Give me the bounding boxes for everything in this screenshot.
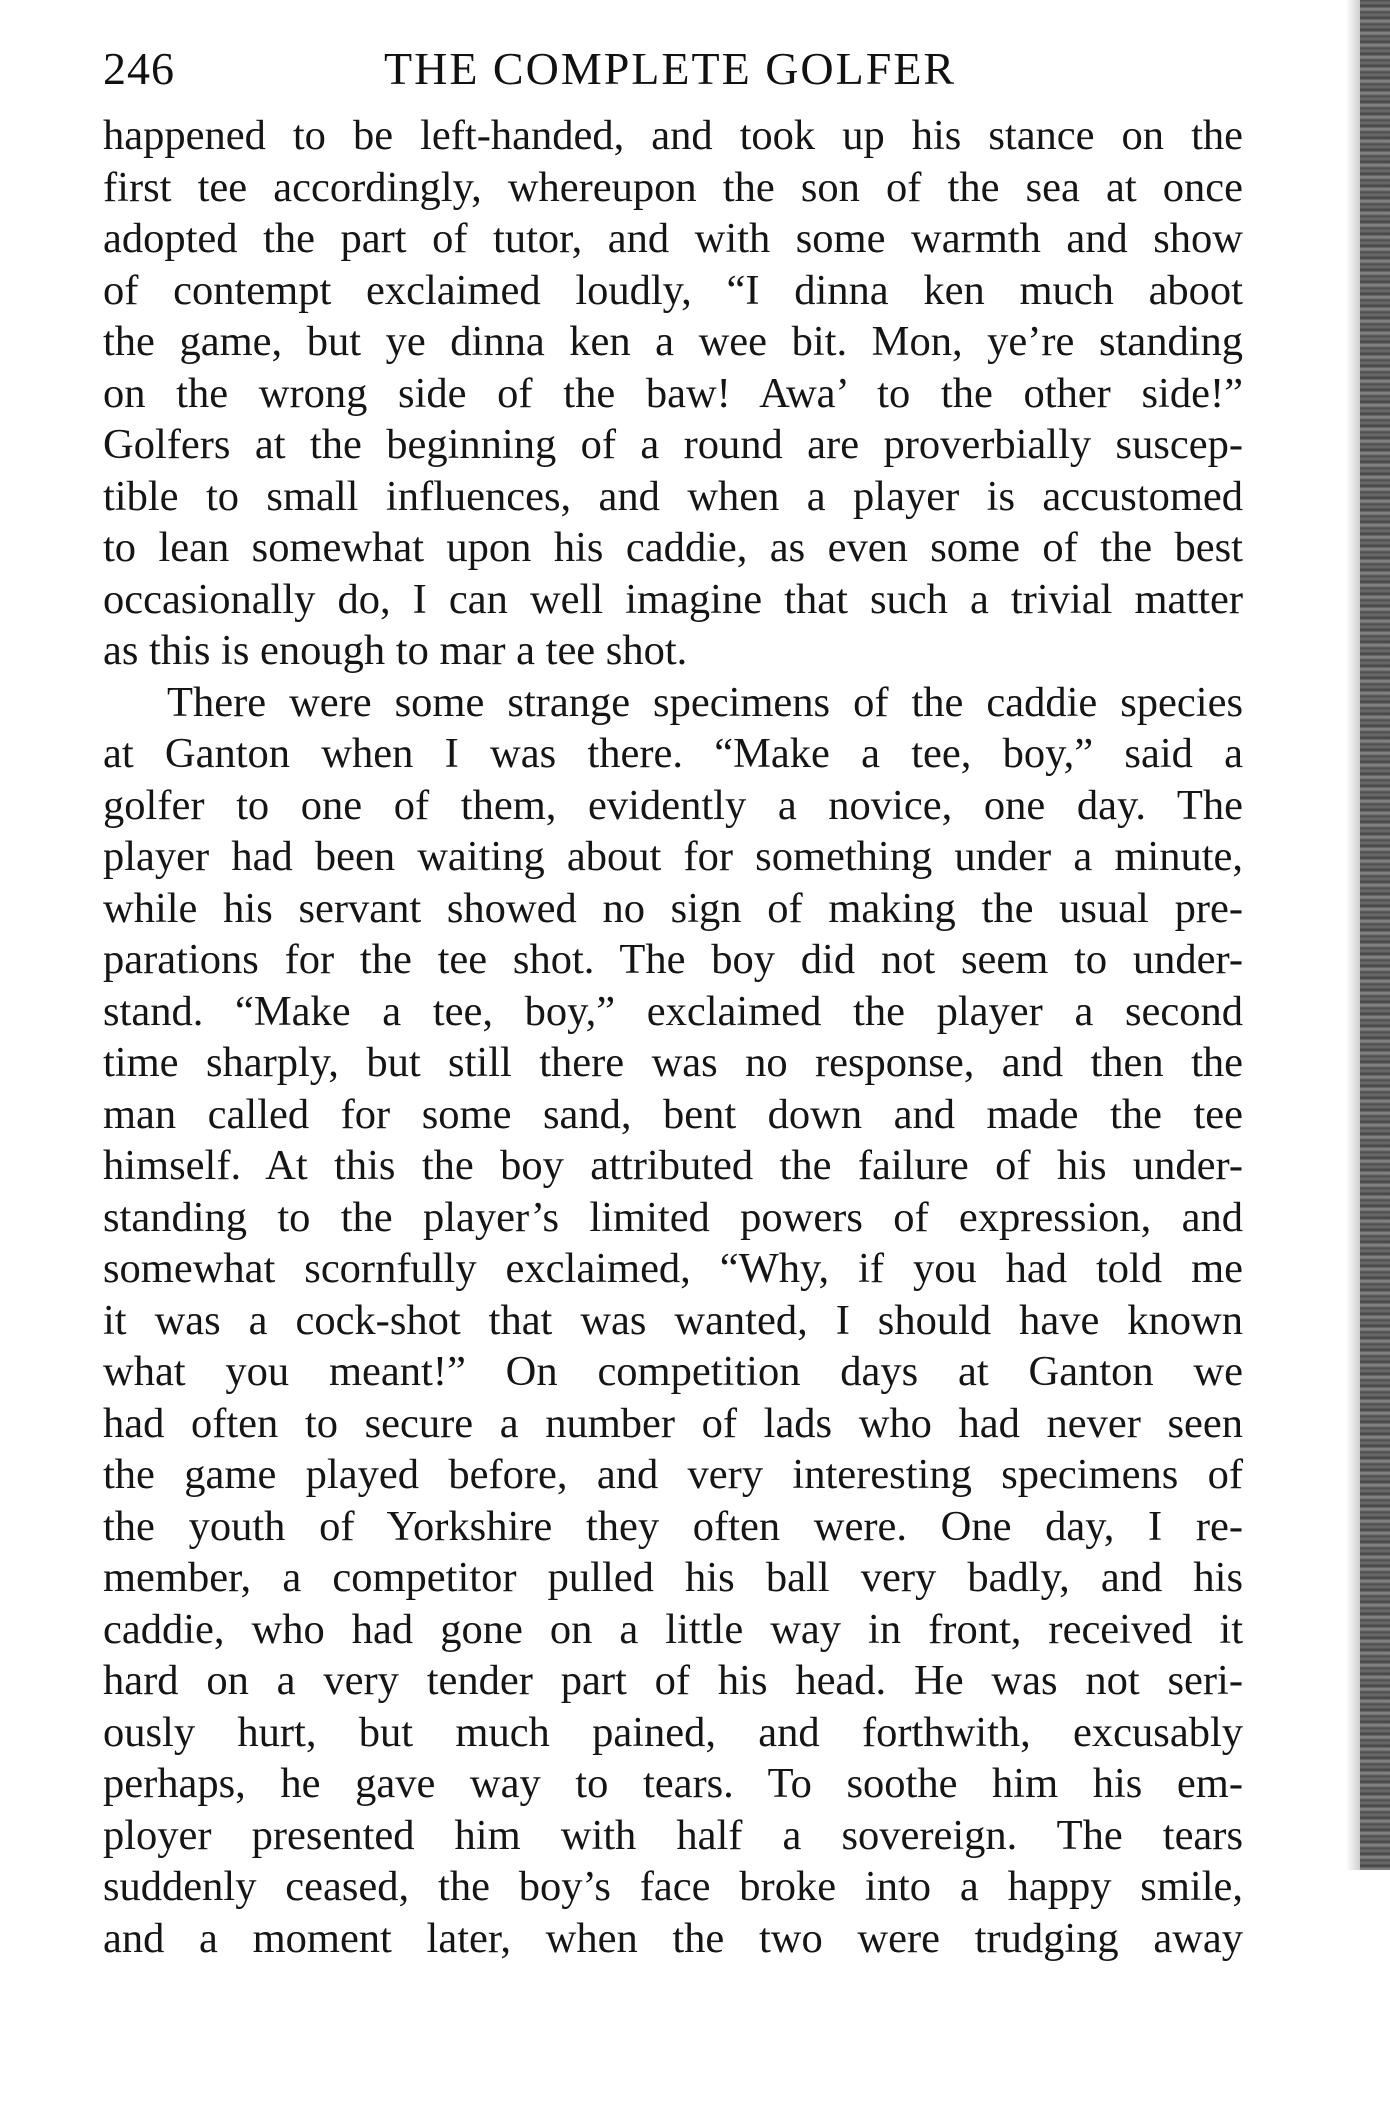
text-line: ously hurt, but much pained, and forthwith, excusably bbox=[103, 1708, 1243, 1756]
text-line: perhaps, he gave way to tears. To soothe him his em- bbox=[103, 1760, 1243, 1807]
body-text bbox=[103, 110, 1243, 1964]
text-line: the youth of Yorkshire they often were. One day, I re- bbox=[103, 1502, 1243, 1550]
text-line: as this is enough to mar a tee shot. bbox=[103, 627, 688, 674]
text-line: man called for some sand, bent down and made the tee bbox=[103, 1090, 1243, 1138]
text-line: caddie, who had gone on a little way in front, received it bbox=[103, 1605, 1243, 1653]
text-line: time sharply, but still there was no response, and then the bbox=[103, 1039, 1243, 1086]
text-line: suddenly ceased, the boy’s face broke into a happy smile, bbox=[103, 1863, 1243, 1910]
text-line: adopted the part of tutor, and with some warmth and show bbox=[103, 215, 1243, 262]
text-line: member, a competitor pulled his ball very badly, and his bbox=[103, 1554, 1243, 1601]
text-line: stand. “Make a tee, boy,” exclaimed the player a second bbox=[103, 987, 1243, 1035]
paragraph-1 bbox=[103, 110, 1243, 677]
text-line: player had been waiting about for something under a minute, bbox=[103, 833, 1243, 880]
text-line: parations for the tee shot. The boy did not seem to under- bbox=[103, 936, 1243, 983]
page-number: 246 bbox=[103, 43, 175, 94]
running-title: THE COMPLETE GOLFER bbox=[384, 43, 957, 94]
text-line: at Ganton when I was there. “Make a tee, boy,” said a bbox=[103, 730, 1243, 777]
paragraph-2 bbox=[103, 677, 1243, 1965]
page-gutter-shadow bbox=[1360, 0, 1390, 1870]
text-line: first tee accordingly, whereupon the son of the sea at once bbox=[103, 163, 1243, 211]
text-line: occasionally do, I can well imagine that such a trivial matter bbox=[103, 575, 1243, 623]
text-line: golfer to one of them, evidently a novice, one day. The bbox=[103, 781, 1243, 829]
text-line: tible to small influences, and when a player is accustomed bbox=[103, 472, 1243, 520]
text-line: ployer presented him with half a sovereign. The tears bbox=[103, 1811, 1243, 1859]
text-line: and a moment later, when the two were trudging away bbox=[103, 1914, 1243, 1962]
gutter-fade bbox=[1346, 0, 1360, 1870]
text-line: standing to the player’s limited powers of expression, and bbox=[103, 1193, 1243, 1241]
text-line: what you meant!” On competition days at Ganton we bbox=[103, 1348, 1243, 1395]
text-line: Golfers at the beginning of a round are proverbially suscep- bbox=[103, 421, 1243, 468]
text-line: on the wrong side of the baw! Awa’ to the other side!” bbox=[103, 369, 1243, 417]
text-line: himself. At this the boy attributed the failure of his under- bbox=[103, 1142, 1243, 1189]
text-line: it was a cock-shot that was wanted, I should have known bbox=[103, 1296, 1243, 1344]
text-line: somewhat scornfully exclaimed, “Why, if you had told me bbox=[103, 1245, 1243, 1292]
text-line: to lean somewhat upon his caddie, as even some of the best bbox=[103, 524, 1243, 571]
text-line: the game, but ye dinna ken a wee bit. Mon, ye’re standing bbox=[103, 318, 1243, 365]
text-line: the game played before, and very interesting specimens of bbox=[103, 1451, 1243, 1498]
text-line: hard on a very tender part of his head. He was not seri- bbox=[103, 1657, 1243, 1704]
text-line: while his servant showed no sign of making the usual pre- bbox=[103, 884, 1243, 932]
text-line: of contempt exclaimed loudly, “I dinna ken much aboot bbox=[103, 266, 1243, 314]
text-line: happened to be left-handed, and took up his stance on the bbox=[103, 112, 1243, 159]
text-line: There were some strange specimens of the caddie species bbox=[167, 678, 1243, 726]
text-line: had often to secure a number of lads who had never seen bbox=[103, 1399, 1243, 1447]
